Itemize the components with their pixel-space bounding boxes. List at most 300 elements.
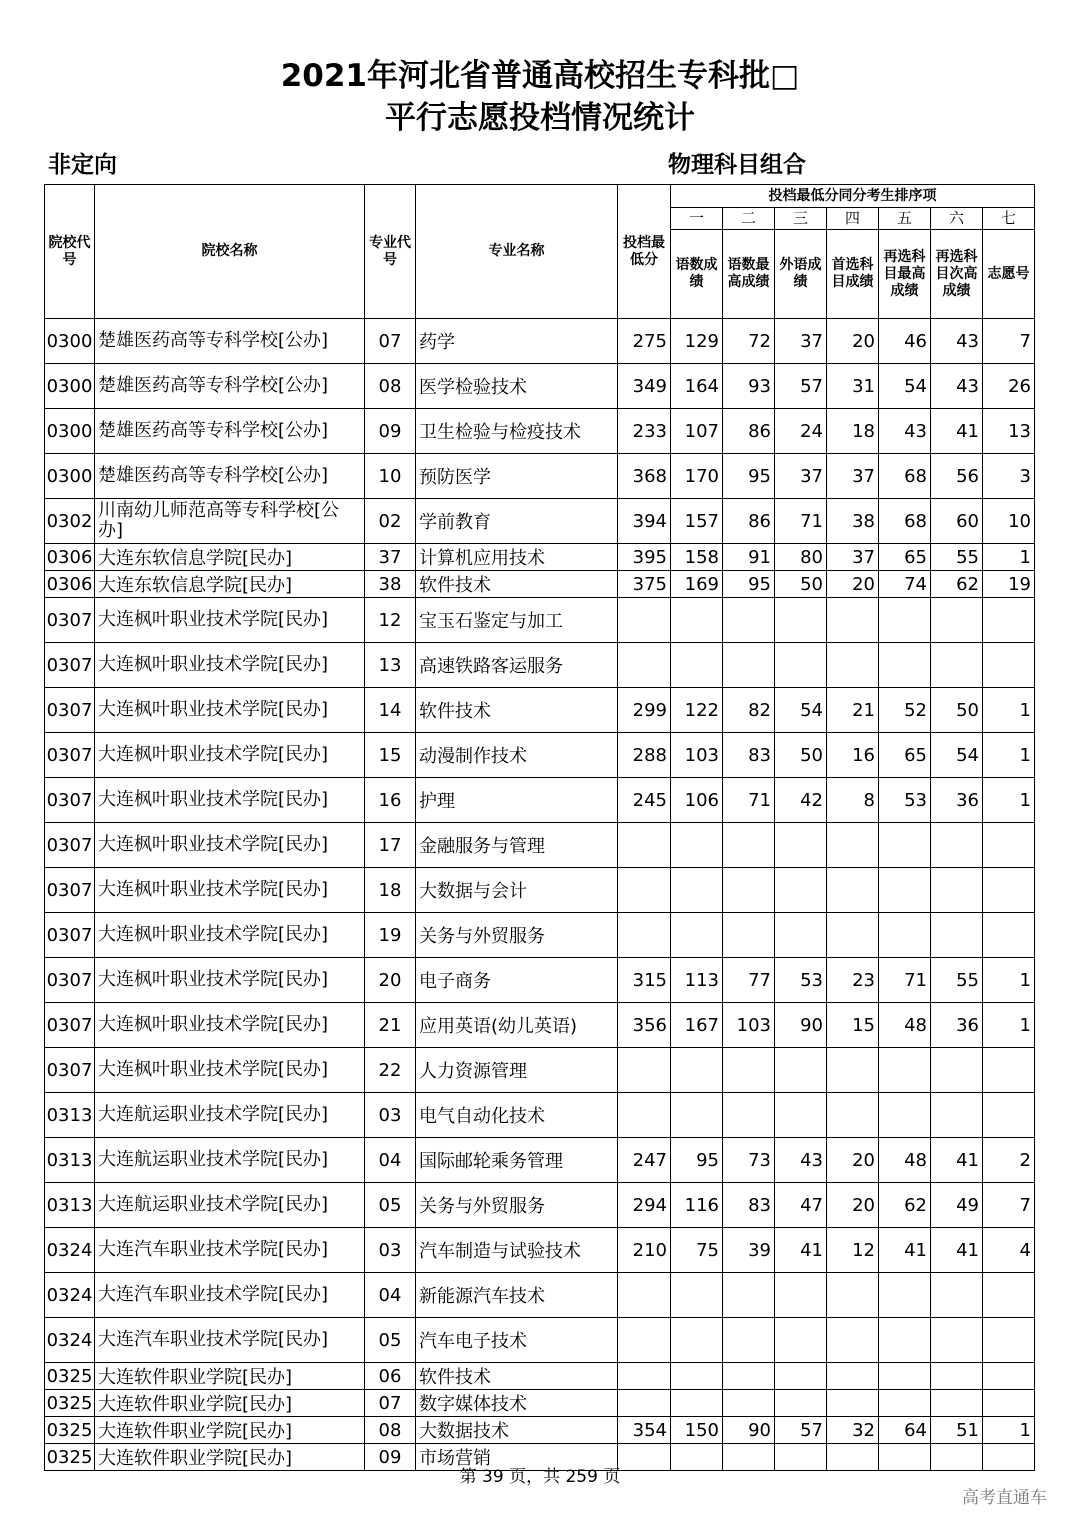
tiebreak-cell	[879, 823, 931, 868]
school-code-cell: 0307	[45, 1048, 95, 1093]
major-code-cell: 18	[365, 868, 416, 913]
tiebreak-cell: 62	[931, 571, 983, 598]
min-score-cell: 288	[618, 733, 671, 778]
tiebreak-cell	[723, 1048, 775, 1093]
tiebreak-cell	[983, 913, 1035, 958]
tiebreak-cell: 51	[931, 1417, 983, 1444]
tiebreak-cell	[827, 823, 879, 868]
tiebreak-cell	[671, 1318, 723, 1363]
watermark: 高考直通车	[962, 1488, 1047, 1508]
min-score-cell: 247	[618, 1138, 671, 1183]
major-name-cell: 卫生检验与检疫技术	[416, 409, 618, 454]
tiebreak-cell	[879, 598, 931, 643]
tiebreak-cell	[827, 643, 879, 688]
tiebreak-cell	[827, 1390, 879, 1417]
tiebreak-cell: 10	[983, 499, 1035, 544]
subject-group-label: 物理科目组合	[668, 152, 806, 178]
header-tiebreak-group: 投档最低分同分考生排序项	[671, 185, 1035, 208]
header-num: 一	[671, 208, 723, 230]
tiebreak-cell: 77	[723, 958, 775, 1003]
tiebreak-cell: 157	[671, 499, 723, 544]
school-name-cell: 大连软件职业学院[民办]	[95, 1363, 365, 1390]
tiebreak-cell: 57	[775, 1417, 827, 1444]
tiebreak-cell: 3	[983, 454, 1035, 499]
school-name-cell: 大连枫叶职业技术学院[民办]	[95, 1003, 365, 1048]
major-name-cell: 汽车电子技术	[416, 1318, 618, 1363]
major-code-cell: 05	[365, 1318, 416, 1363]
header-num: 二	[723, 208, 775, 230]
major-code-cell: 08	[365, 1417, 416, 1444]
header-tiebreak: 外语成绩	[775, 230, 827, 319]
tiebreak-cell: 41	[931, 409, 983, 454]
table-row	[45, 598, 1035, 643]
min-score-cell	[618, 913, 671, 958]
major-code-cell: 04	[365, 1138, 416, 1183]
major-code-cell: 02	[365, 499, 416, 544]
tiebreak-cell: 95	[723, 454, 775, 499]
major-code-cell: 16	[365, 778, 416, 823]
tiebreak-cell	[931, 598, 983, 643]
school-name-cell: 川南幼儿师范高等专科学校[公办]	[95, 499, 365, 544]
school-name-cell: 大连软件职业学院[民办]	[95, 1444, 365, 1471]
school-code-cell: 0307	[45, 643, 95, 688]
tiebreak-cell: 113	[671, 958, 723, 1003]
major-name-cell: 医学检验技术	[416, 364, 618, 409]
major-name-cell: 数字媒体技术	[416, 1390, 618, 1417]
school-name-cell: 大连枫叶职业技术学院[民办]	[95, 598, 365, 643]
table-row	[45, 913, 1035, 958]
tiebreak-cell: 164	[671, 364, 723, 409]
table-row	[45, 1183, 1035, 1228]
school-code-cell: 0325	[45, 1390, 95, 1417]
major-name-cell: 软件技术	[416, 1363, 618, 1390]
tiebreak-cell: 43	[775, 1138, 827, 1183]
school-name-cell: 大连航运职业技术学院[民办]	[95, 1138, 365, 1183]
major-code-cell: 07	[365, 1390, 416, 1417]
school-name-cell: 大连东软信息学院[民办]	[95, 571, 365, 598]
school-code-cell: 0306	[45, 544, 95, 571]
major-code-cell: 17	[365, 823, 416, 868]
tiebreak-cell: 82	[723, 688, 775, 733]
tiebreak-cell	[723, 868, 775, 913]
major-code-cell: 20	[365, 958, 416, 1003]
table-row	[45, 499, 1035, 544]
school-code-cell: 0307	[45, 823, 95, 868]
min-score-cell	[618, 643, 671, 688]
tiebreak-cell	[827, 868, 879, 913]
header-major-code: 专业代号	[365, 185, 416, 319]
school-name-cell: 大连枫叶职业技术学院[民办]	[95, 778, 365, 823]
tiebreak-cell: 71	[775, 499, 827, 544]
header-school-name: 院校名称	[95, 185, 365, 319]
min-score-cell	[618, 823, 671, 868]
tiebreak-cell	[775, 1273, 827, 1318]
major-name-cell: 高速铁路客运服务	[416, 643, 618, 688]
school-name-cell: 大连航运职业技术学院[民办]	[95, 1183, 365, 1228]
tiebreak-cell	[671, 1390, 723, 1417]
min-score-cell: 375	[618, 571, 671, 598]
tiebreak-cell: 4	[983, 1228, 1035, 1273]
tiebreak-cell: 20	[827, 319, 879, 364]
header-major-name: 专业名称	[416, 185, 618, 319]
tiebreak-cell	[931, 1093, 983, 1138]
tiebreak-cell	[775, 1390, 827, 1417]
tiebreak-cell: 31	[827, 364, 879, 409]
major-code-cell: 22	[365, 1048, 416, 1093]
tiebreak-cell	[879, 1048, 931, 1093]
tiebreak-cell: 93	[723, 364, 775, 409]
tiebreak-cell: 20	[827, 1138, 879, 1183]
tiebreak-cell: 150	[671, 1417, 723, 1444]
min-score-cell: 356	[618, 1003, 671, 1048]
table-row	[45, 1363, 1035, 1390]
min-score-cell: 299	[618, 688, 671, 733]
tiebreak-cell	[671, 643, 723, 688]
tiebreak-cell: 103	[671, 733, 723, 778]
min-score-cell	[618, 1363, 671, 1390]
tiebreak-cell	[775, 823, 827, 868]
min-score-cell: 245	[618, 778, 671, 823]
tiebreak-cell	[827, 1093, 879, 1138]
major-name-cell: 学前教育	[416, 499, 618, 544]
tiebreak-cell: 53	[879, 778, 931, 823]
tiebreak-cell	[723, 913, 775, 958]
tiebreak-cell	[983, 598, 1035, 643]
min-score-cell: 395	[618, 544, 671, 571]
school-code-cell: 0325	[45, 1444, 95, 1471]
school-name-cell: 大连东软信息学院[民办]	[95, 544, 365, 571]
tiebreak-cell: 55	[931, 544, 983, 571]
tiebreak-cell	[931, 913, 983, 958]
tiebreak-cell: 13	[983, 409, 1035, 454]
tiebreak-cell	[723, 1318, 775, 1363]
tiebreak-cell: 2	[983, 1138, 1035, 1183]
min-score-cell: 354	[618, 1417, 671, 1444]
tiebreak-cell	[879, 1093, 931, 1138]
tiebreak-cell: 56	[931, 454, 983, 499]
tiebreak-cell	[983, 1093, 1035, 1138]
school-code-cell: 0307	[45, 778, 95, 823]
min-score-cell	[618, 868, 671, 913]
major-name-cell: 电气自动化技术	[416, 1093, 618, 1138]
tiebreak-cell: 64	[879, 1417, 931, 1444]
tiebreak-cell	[723, 1273, 775, 1318]
tiebreak-cell: 129	[671, 319, 723, 364]
table-row	[45, 1273, 1035, 1318]
major-name-cell: 软件技术	[416, 571, 618, 598]
major-code-cell: 08	[365, 364, 416, 409]
school-code-cell: 0313	[45, 1183, 95, 1228]
header-tiebreak: 再选科目次高成绩	[931, 230, 983, 319]
tiebreak-cell: 36	[931, 1003, 983, 1048]
table-row	[45, 778, 1035, 823]
major-name-cell: 人力资源管理	[416, 1048, 618, 1093]
tiebreak-cell: 86	[723, 409, 775, 454]
table-row	[45, 544, 1035, 571]
tiebreak-cell	[723, 823, 775, 868]
tiebreak-cell: 43	[931, 364, 983, 409]
tiebreak-cell: 90	[723, 1417, 775, 1444]
page-title-line2: 平行志愿投档情况统计	[385, 100, 695, 136]
major-code-cell: 21	[365, 1003, 416, 1048]
tiebreak-cell: 15	[827, 1003, 879, 1048]
tiebreak-cell: 107	[671, 409, 723, 454]
page-title-line1: 2021年河北省普通高校招生专科批□	[280, 58, 800, 94]
major-code-cell: 05	[365, 1183, 416, 1228]
major-code-cell: 38	[365, 571, 416, 598]
tiebreak-cell: 158	[671, 544, 723, 571]
tiebreak-cell	[723, 643, 775, 688]
tiebreak-cell	[671, 598, 723, 643]
min-score-cell	[618, 1048, 671, 1093]
table-row	[45, 1228, 1035, 1273]
major-name-cell: 金融服务与管理	[416, 823, 618, 868]
tiebreak-cell: 8	[827, 778, 879, 823]
tiebreak-cell	[983, 1390, 1035, 1417]
tiebreak-cell: 1	[983, 1003, 1035, 1048]
major-name-cell: 护理	[416, 778, 618, 823]
min-score-cell: 368	[618, 454, 671, 499]
header-min-score: 投档最低分	[618, 185, 671, 319]
major-code-cell: 09	[365, 1444, 416, 1471]
tiebreak-cell: 68	[879, 454, 931, 499]
table-row	[45, 643, 1035, 688]
min-score-cell: 210	[618, 1228, 671, 1273]
table-row	[45, 454, 1035, 499]
min-score-cell	[618, 1093, 671, 1138]
school-name-cell: 大连航运职业技术学院[民办]	[95, 1093, 365, 1138]
tiebreak-cell	[671, 913, 723, 958]
tiebreak-cell: 38	[827, 499, 879, 544]
tiebreak-cell	[879, 1363, 931, 1390]
tiebreak-cell: 43	[879, 409, 931, 454]
tiebreak-cell: 53	[775, 958, 827, 1003]
tiebreak-cell: 42	[775, 778, 827, 823]
tiebreak-cell: 50	[775, 571, 827, 598]
tiebreak-cell	[671, 1273, 723, 1318]
school-code-cell: 0325	[45, 1417, 95, 1444]
table-row	[45, 1048, 1035, 1093]
school-name-cell: 大连汽车职业技术学院[民办]	[95, 1318, 365, 1363]
tiebreak-cell	[931, 823, 983, 868]
tiebreak-cell: 1	[983, 958, 1035, 1003]
tiebreak-cell: 41	[879, 1228, 931, 1273]
tiebreak-cell: 83	[723, 1183, 775, 1228]
tiebreak-cell	[879, 868, 931, 913]
major-code-cell: 14	[365, 688, 416, 733]
school-name-cell: 大连枫叶职业技术学院[民办]	[95, 643, 365, 688]
school-code-cell: 0307	[45, 1003, 95, 1048]
tiebreak-cell: 122	[671, 688, 723, 733]
school-code-cell: 0307	[45, 598, 95, 643]
header-num: 六	[931, 208, 983, 230]
tiebreak-cell: 106	[671, 778, 723, 823]
tiebreak-cell	[827, 913, 879, 958]
major-name-cell: 预防医学	[416, 454, 618, 499]
tiebreak-cell	[827, 1318, 879, 1363]
school-name-cell: 大连枫叶职业技术学院[民办]	[95, 688, 365, 733]
table-row	[45, 958, 1035, 1003]
tiebreak-cell: 37	[827, 544, 879, 571]
school-name-cell: 大连枫叶职业技术学院[民办]	[95, 1048, 365, 1093]
tiebreak-cell: 170	[671, 454, 723, 499]
tiebreak-cell	[879, 1390, 931, 1417]
tiebreak-cell	[723, 1390, 775, 1417]
tiebreak-cell	[723, 1363, 775, 1390]
table-row	[45, 571, 1035, 598]
school-code-cell: 0300	[45, 409, 95, 454]
tiebreak-cell: 21	[827, 688, 879, 733]
tiebreak-cell	[931, 1273, 983, 1318]
min-score-cell: 315	[618, 958, 671, 1003]
table-row	[45, 319, 1035, 364]
tiebreak-cell: 48	[879, 1003, 931, 1048]
header-school-code: 院校代号	[45, 185, 95, 319]
header-tiebreak: 志愿号	[983, 230, 1035, 319]
school-code-cell: 0324	[45, 1273, 95, 1318]
tiebreak-cell: 71	[879, 958, 931, 1003]
tiebreak-cell	[775, 868, 827, 913]
tiebreak-cell: 50	[931, 688, 983, 733]
major-name-cell: 软件技术	[416, 688, 618, 733]
tiebreak-cell	[879, 1273, 931, 1318]
min-score-cell: 394	[618, 499, 671, 544]
table-row	[45, 1093, 1035, 1138]
table-row	[45, 733, 1035, 778]
tiebreak-cell	[827, 1363, 879, 1390]
tiebreak-cell: 49	[931, 1183, 983, 1228]
tiebreak-cell: 73	[723, 1138, 775, 1183]
tiebreak-cell	[775, 643, 827, 688]
major-name-cell: 计算机应用技术	[416, 544, 618, 571]
school-name-cell: 大连汽车职业技术学院[民办]	[95, 1228, 365, 1273]
tiebreak-cell	[879, 1318, 931, 1363]
major-code-cell: 19	[365, 913, 416, 958]
tiebreak-cell: 46	[879, 319, 931, 364]
major-code-cell: 09	[365, 409, 416, 454]
tiebreak-cell	[775, 1093, 827, 1138]
tiebreak-cell: 86	[723, 499, 775, 544]
tiebreak-cell: 50	[775, 733, 827, 778]
major-code-cell: 10	[365, 454, 416, 499]
school-code-cell: 0307	[45, 868, 95, 913]
major-name-cell: 新能源汽车技术	[416, 1273, 618, 1318]
major-code-cell: 12	[365, 598, 416, 643]
tiebreak-cell: 74	[879, 571, 931, 598]
tiebreak-cell: 83	[723, 733, 775, 778]
tiebreak-cell	[931, 1318, 983, 1363]
table-row	[45, 823, 1035, 868]
min-score-cell	[618, 1273, 671, 1318]
admission-table	[44, 184, 1035, 1471]
header-num: 五	[879, 208, 931, 230]
category-label: 非定向	[48, 152, 117, 178]
header-tiebreak: 语数最高成绩	[723, 230, 775, 319]
tiebreak-cell: 36	[931, 778, 983, 823]
tiebreak-cell: 55	[931, 958, 983, 1003]
tiebreak-cell	[671, 868, 723, 913]
tiebreak-cell: 32	[827, 1417, 879, 1444]
tiebreak-cell: 54	[879, 364, 931, 409]
table-row	[45, 1417, 1035, 1444]
tiebreak-cell: 90	[775, 1003, 827, 1048]
min-score-cell	[618, 1318, 671, 1363]
major-name-cell: 宝玉石鉴定与加工	[416, 598, 618, 643]
major-name-cell: 国际邮轮乘务管理	[416, 1138, 618, 1183]
tiebreak-cell: 1	[983, 733, 1035, 778]
tiebreak-cell: 72	[723, 319, 775, 364]
table-row	[45, 1138, 1035, 1183]
major-code-cell: 15	[365, 733, 416, 778]
tiebreak-cell: 75	[671, 1228, 723, 1273]
tiebreak-cell	[983, 1273, 1035, 1318]
min-score-cell	[618, 598, 671, 643]
header-num: 七	[983, 208, 1035, 230]
tiebreak-cell: 39	[723, 1228, 775, 1273]
tiebreak-cell: 169	[671, 571, 723, 598]
school-name-cell: 楚雄医药高等专科学校[公办]	[95, 409, 365, 454]
tiebreak-cell: 80	[775, 544, 827, 571]
tiebreak-cell: 37	[827, 454, 879, 499]
tiebreak-cell: 116	[671, 1183, 723, 1228]
school-name-cell: 大连枫叶职业技术学院[民办]	[95, 913, 365, 958]
header-tiebreak: 再选科目最高成绩	[879, 230, 931, 319]
tiebreak-cell	[931, 1363, 983, 1390]
tiebreak-cell	[931, 643, 983, 688]
table-row	[45, 688, 1035, 733]
tiebreak-cell: 167	[671, 1003, 723, 1048]
tiebreak-cell: 91	[723, 544, 775, 571]
major-name-cell: 大数据技术	[416, 1417, 618, 1444]
table-row	[45, 1390, 1035, 1417]
tiebreak-cell: 95	[671, 1138, 723, 1183]
tiebreak-cell: 41	[931, 1138, 983, 1183]
major-code-cell: 07	[365, 319, 416, 364]
school-code-cell: 0313	[45, 1093, 95, 1138]
school-code-cell: 0324	[45, 1228, 95, 1273]
tiebreak-cell: 37	[775, 319, 827, 364]
tiebreak-cell: 57	[775, 364, 827, 409]
page-footer: 第 39 页，共 259 页	[459, 1467, 621, 1487]
tiebreak-cell	[775, 1048, 827, 1093]
min-score-cell	[618, 1390, 671, 1417]
major-code-cell: 13	[365, 643, 416, 688]
tiebreak-cell: 47	[775, 1183, 827, 1228]
tiebreak-cell: 103	[723, 1003, 775, 1048]
school-name-cell: 大连汽车职业技术学院[民办]	[95, 1273, 365, 1318]
tiebreak-cell: 41	[775, 1228, 827, 1273]
school-name-cell: 大连软件职业学院[民办]	[95, 1390, 365, 1417]
tiebreak-cell	[827, 598, 879, 643]
tiebreak-cell	[983, 1048, 1035, 1093]
major-name-cell: 关务与外贸服务	[416, 913, 618, 958]
tiebreak-cell	[983, 868, 1035, 913]
tiebreak-cell: 65	[879, 733, 931, 778]
table-row	[45, 1318, 1035, 1363]
school-code-cell: 0307	[45, 688, 95, 733]
tiebreak-cell: 41	[931, 1228, 983, 1273]
min-score-cell: 349	[618, 364, 671, 409]
school-code-cell: 0324	[45, 1318, 95, 1363]
school-code-cell: 0300	[45, 319, 95, 364]
tiebreak-cell: 37	[775, 454, 827, 499]
tiebreak-cell: 7	[983, 319, 1035, 364]
school-code-cell: 0302	[45, 499, 95, 544]
tiebreak-cell: 19	[983, 571, 1035, 598]
school-code-cell: 0307	[45, 958, 95, 1003]
tiebreak-cell	[827, 1273, 879, 1318]
major-code-cell: 03	[365, 1093, 416, 1138]
